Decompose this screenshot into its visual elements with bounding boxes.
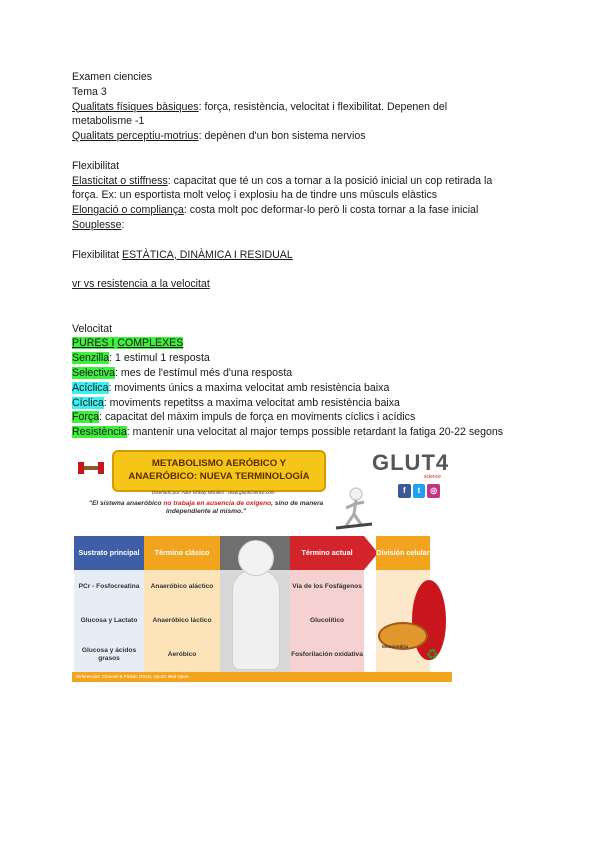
header-current-term: Término actual (290, 536, 364, 570)
table-cell: Glucolítico (290, 604, 364, 638)
perceptual-qualities-line (72, 129, 532, 144)
quote-highlight: no trabaja en ausencia de oxígeno (163, 500, 272, 507)
flexibility-types-line (72, 248, 532, 263)
simple-line (72, 351, 532, 366)
title-line-1: METABOLISMO AERÓBICO Y (151, 458, 287, 469)
endurance-term: Resistència (72, 426, 127, 439)
title-line-2: ANAERÓBICO: NUEVA TERMINOLOGÍA (128, 471, 310, 482)
infographic-title (112, 450, 326, 492)
strength-term: Força (72, 411, 100, 424)
basic-qualities-term: Qualitats físiques bàsiques (72, 100, 199, 113)
white-figure-body (232, 570, 280, 670)
topic-label: Tema 3 (72, 85, 107, 98)
acyclic-line (72, 381, 532, 396)
basic-qualities-line (72, 100, 532, 115)
instagram-icon: ◎ (427, 484, 440, 498)
elasticity-cont: força. Ex: un esportista molt veloç i explosiu ha de tindre uns músculs elàstics (72, 189, 438, 202)
brand-sub: science (424, 474, 441, 480)
twitter-icon: t (413, 484, 426, 498)
treadmill-runner-icon (334, 486, 374, 532)
table-cell: Anaeróbico aláctico (144, 570, 220, 604)
table-cell: PCr - Fosfocreatina (74, 570, 144, 604)
complex-term: COMPLEXES (117, 337, 184, 350)
metabolism-infographic (72, 444, 452, 684)
quote-part-a: "El sistema anaeróbico (88, 500, 164, 507)
flexibility-types: ESTÀTICA, DINÀMICA I RESIDUAL (122, 248, 293, 261)
elasticity-desc: : capacitat que té un cos a tornar a la posició inicial un cop retirada la (167, 174, 493, 187)
pure-complex-line (72, 336, 532, 351)
souplesse-term: Souplesse (72, 218, 122, 231)
endurance-line (72, 425, 532, 440)
cyclic-term: Cíclica (72, 396, 104, 409)
header-classic-term: Término clásico (144, 536, 220, 570)
cyclic-line (72, 396, 532, 411)
acyclic-term: Acíclica (72, 381, 109, 394)
header-substrate: Sustrato principal (74, 536, 144, 570)
quote-part-b: , sino de manera independiente al mismo." (165, 500, 324, 516)
exam-title: Examen ciencies (72, 71, 153, 83)
basic-qualities-desc: : força, resistència, velocitat i flexibilitat. Depenen del (198, 100, 448, 113)
elongation-desc: : costa molt poc deformar-lo però li costa tornar a la fase inicial (183, 204, 479, 217)
simple-term: Senzilla (72, 352, 110, 365)
endurance-desc: : mantenir una velocitat al major temps possible retardant la fatiga 20-22 segons (126, 426, 504, 439)
table-cell: Aeróbico (144, 638, 220, 672)
selective-desc: : mes de l'estímul més d'una resposta (115, 366, 293, 379)
souplesse-line (72, 218, 532, 233)
metabolism-table (74, 536, 378, 672)
elongation-term: Elongació o compliança (72, 204, 184, 217)
document-body (72, 70, 532, 440)
selective-line (72, 366, 532, 381)
elasticity-term: Elasticitat o stiffness (72, 174, 168, 187)
white-figure-head (238, 540, 274, 576)
flexibility-heading: Flexibilitat (72, 159, 120, 172)
strength-line (72, 410, 532, 425)
facebook-icon: f (398, 484, 411, 498)
social-icons (398, 484, 440, 498)
table-cell: Vía de los Fosfágenos (290, 570, 364, 604)
recycle-icon: ♻ (426, 646, 439, 662)
strength-desc: : capacitat del màxim impuls de força en moviments cíclics i acídics (99, 411, 416, 424)
mitochondria-label: Mitocondria (382, 644, 409, 649)
perceptual-qualities-term: Qualitats perceptiu-motrius (72, 130, 199, 143)
acyclic-desc: : moviments únics a maxima velocitat amb resistència baixa (108, 381, 390, 394)
elongation-line (72, 203, 532, 218)
elasticity-line (72, 174, 532, 189)
basic-qualities-cont: metabolisme -1 (72, 115, 145, 128)
table-cell: Glucosa y Lactato (74, 604, 144, 638)
vr-line: vr vs resistencia a la velocitat (72, 278, 210, 291)
infographic-byline: Diseñado por: Aitor Viribay Morales - www.glut4science.com (152, 490, 275, 495)
table-cell: Anaeróbico láctico (144, 604, 220, 638)
table-cell: Fosforilación oxidativa (290, 638, 364, 672)
header-cell-division: División celular (376, 536, 430, 570)
cyclic-desc: : moviments repetitss a maxima velocitat amb resistència baixa (103, 396, 400, 409)
souplesse-desc: : (121, 218, 125, 231)
dumbbell-icon (76, 452, 106, 480)
velocity-heading: Velocitat (72, 322, 113, 335)
infographic-footer: Referencias: Chamari & Padulo (2015). Sports Med Open. (72, 672, 452, 682)
simple-desc: : 1 estimul 1 resposta (109, 352, 210, 365)
pure-term: PURES I (72, 337, 115, 350)
infographic-quote (86, 500, 326, 517)
brand-logo: GLUT4 (372, 450, 450, 475)
flexibility-types-prefix: Flexibilitat (72, 248, 123, 261)
table-cell: Glucosa y ácidos grasos (74, 638, 144, 672)
perceptual-qualities-desc: : depènen d'un bon sistema nervios (198, 130, 366, 143)
selective-term: Selectiva (72, 366, 115, 379)
